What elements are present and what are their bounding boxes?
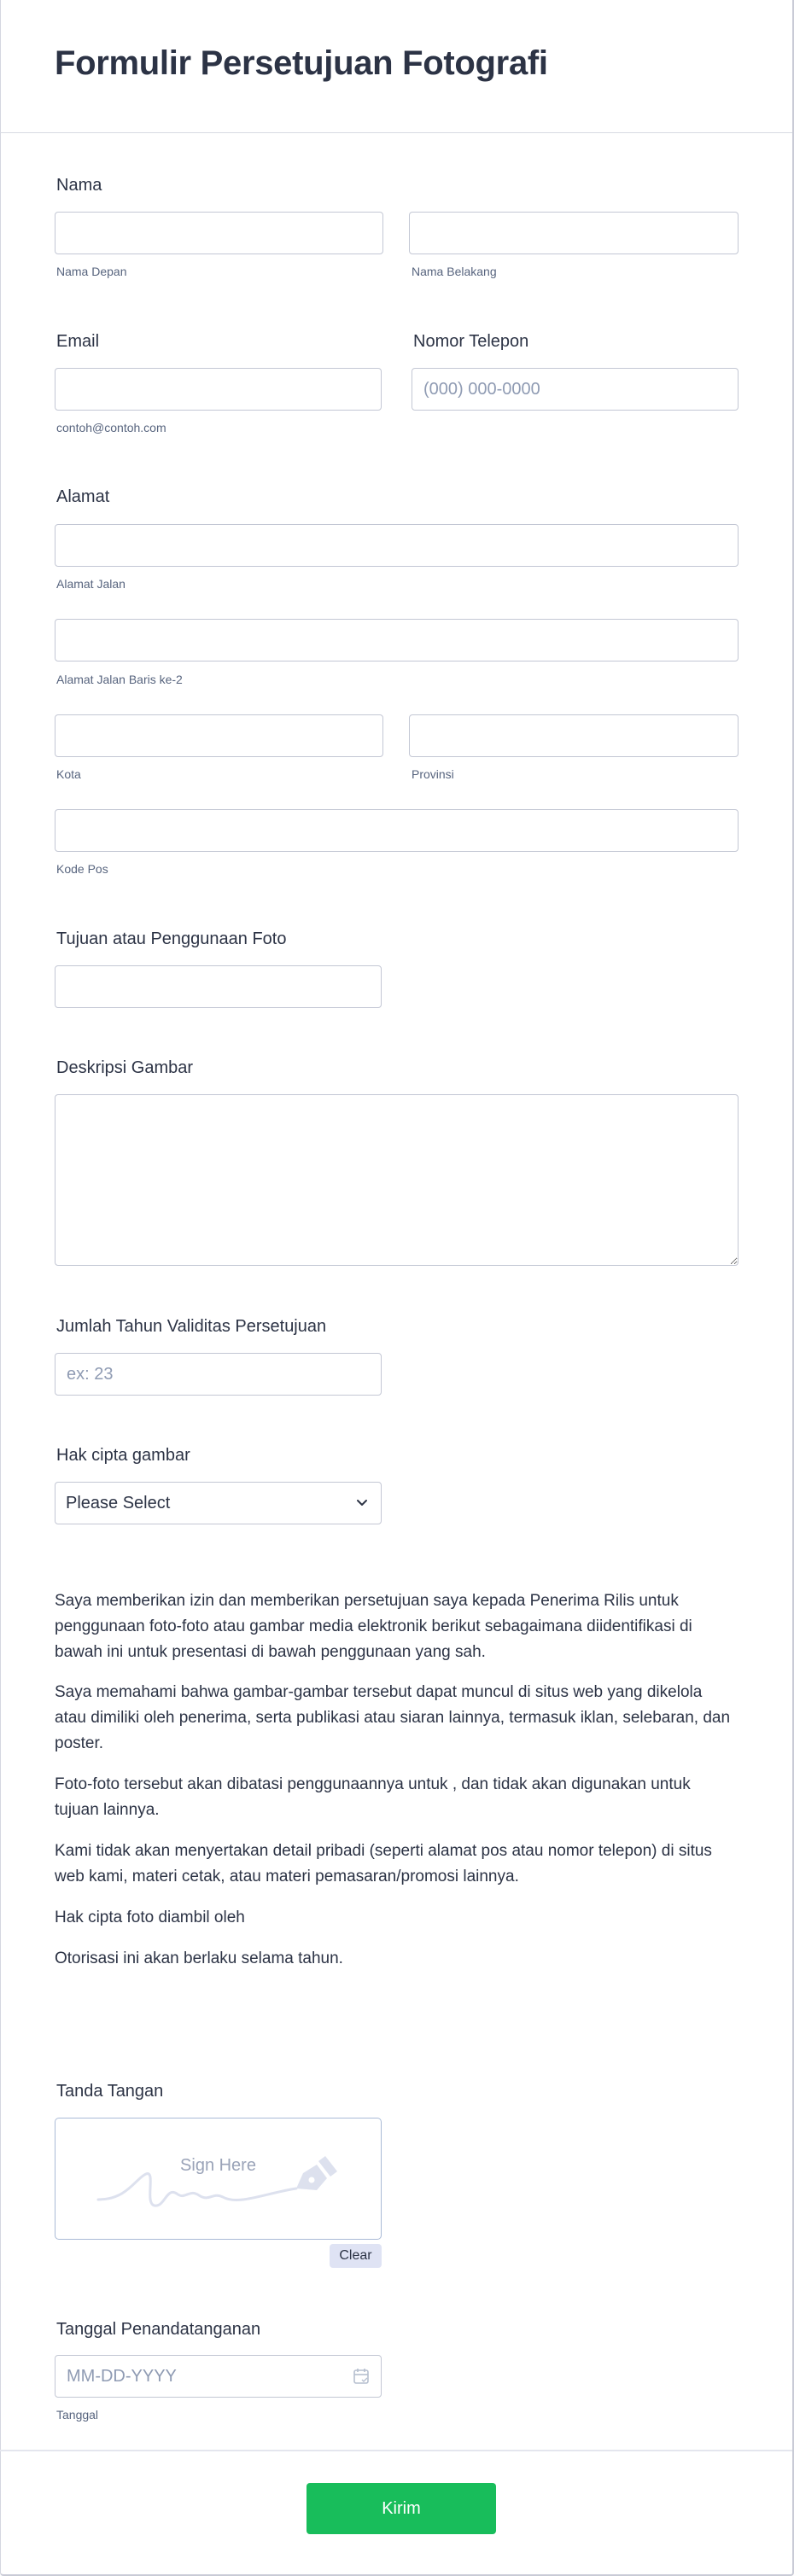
signature-label: Tanda Tangan bbox=[56, 2082, 164, 2101]
terms-paragraph: Foto-foto tersebut akan dibatasi penggunaannya untuk , dan tidak akan digunakan untuk tujuan lainnya. bbox=[55, 1775, 691, 1819]
purpose-label: Tujuan atau Penggunaan Foto bbox=[56, 930, 287, 948]
terms-paragraph: Otorisasi ini akan berlaku selama tahun. bbox=[55, 1949, 343, 1967]
clear-signature-button[interactable]: Clear bbox=[330, 2244, 382, 2268]
validity-label: Jumlah Tahun Validitas Persetujuan bbox=[56, 1317, 327, 1336]
postal-code-sublabel: Kode Pos bbox=[56, 862, 108, 876]
description-label: Deskripsi Gambar bbox=[56, 1058, 194, 1077]
purpose-input[interactable] bbox=[55, 965, 382, 1008]
city-input[interactable] bbox=[55, 714, 383, 757]
submit-button[interactable]: Kirim bbox=[307, 2483, 496, 2534]
email-input[interactable] bbox=[55, 368, 382, 411]
last-name-input[interactable] bbox=[409, 212, 739, 254]
address-label: Alamat bbox=[56, 487, 110, 506]
province-sublabel: Provinsi bbox=[412, 767, 454, 781]
phone-input[interactable] bbox=[412, 368, 739, 411]
first-name-input[interactable] bbox=[55, 212, 383, 254]
name-label: Nama bbox=[56, 176, 102, 195]
terms-paragraph: Saya memahami bahwa gambar-gambar tersebut dapat muncul di situs web yang dikelola atau dimiliki oleh penerima, serta publikasi atau siaran lainnya, termasuk iklan, selebaran, dan poster. bbox=[55, 1683, 731, 1752]
terms-paragraph: Hak cipta foto diambil oleh bbox=[55, 1909, 245, 1926]
date-field bbox=[55, 2355, 382, 2398]
street-address-line2-input[interactable] bbox=[55, 619, 739, 661]
date-label: Tanggal Penandatanganan bbox=[56, 2320, 261, 2339]
province-input[interactable] bbox=[409, 714, 739, 757]
form-header bbox=[0, 0, 792, 133]
date-sublabel: Tanggal bbox=[56, 2408, 99, 2422]
date-input[interactable] bbox=[55, 2355, 382, 2398]
calendar-icon[interactable] bbox=[353, 2367, 370, 2390]
terms-paragraph: Saya memberikan izin dan memberikan persetujuan saya kepada Penerima Rilis untuk penggunaan foto-foto atau gambar media elektronik berikut sebagaimana diidentifikasi di bawah ini untuk presentasi di bawah penggunaan yang sah. bbox=[55, 1592, 692, 1661]
validity-years-input[interactable] bbox=[55, 1353, 382, 1396]
page-title: Formulir Persetujuan Fotografi bbox=[55, 44, 548, 82]
footer-divider bbox=[0, 2450, 792, 2451]
copyright-selected-value: Please Select bbox=[66, 1493, 171, 1512]
email-sublabel: contoh@contoh.com bbox=[56, 421, 166, 434]
email-label: Email bbox=[56, 332, 100, 351]
signature-pad[interactable] bbox=[55, 2118, 382, 2240]
phone-label: Nomor Telepon bbox=[413, 332, 529, 351]
copyright-label: Hak cipta gambar bbox=[56, 1446, 190, 1465]
terms-paragraph: Kami tidak akan menyertakan detail pribadi (seperti alamat pos atau nomor telepon) di situs web kami, materi cetak, atau materi pemasaran/promosi lainnya. bbox=[55, 1842, 712, 1885]
city-sublabel: Kota bbox=[56, 767, 81, 781]
copyright-select[interactable] bbox=[55, 1482, 382, 1524]
street-address-line2-sublabel: Alamat Jalan Baris ke-2 bbox=[56, 673, 183, 686]
chevron-down-icon bbox=[355, 1495, 369, 1517]
street-address-sublabel: Alamat Jalan bbox=[56, 577, 126, 591]
first-name-sublabel: Nama Depan bbox=[56, 265, 127, 278]
last-name-sublabel: Nama Belakang bbox=[412, 265, 497, 278]
street-address-input[interactable] bbox=[55, 524, 739, 567]
postal-code-input[interactable] bbox=[55, 809, 739, 852]
sign-here-placeholder: Sign Here bbox=[180, 2156, 256, 2175]
description-textarea[interactable] bbox=[55, 1094, 739, 1266]
